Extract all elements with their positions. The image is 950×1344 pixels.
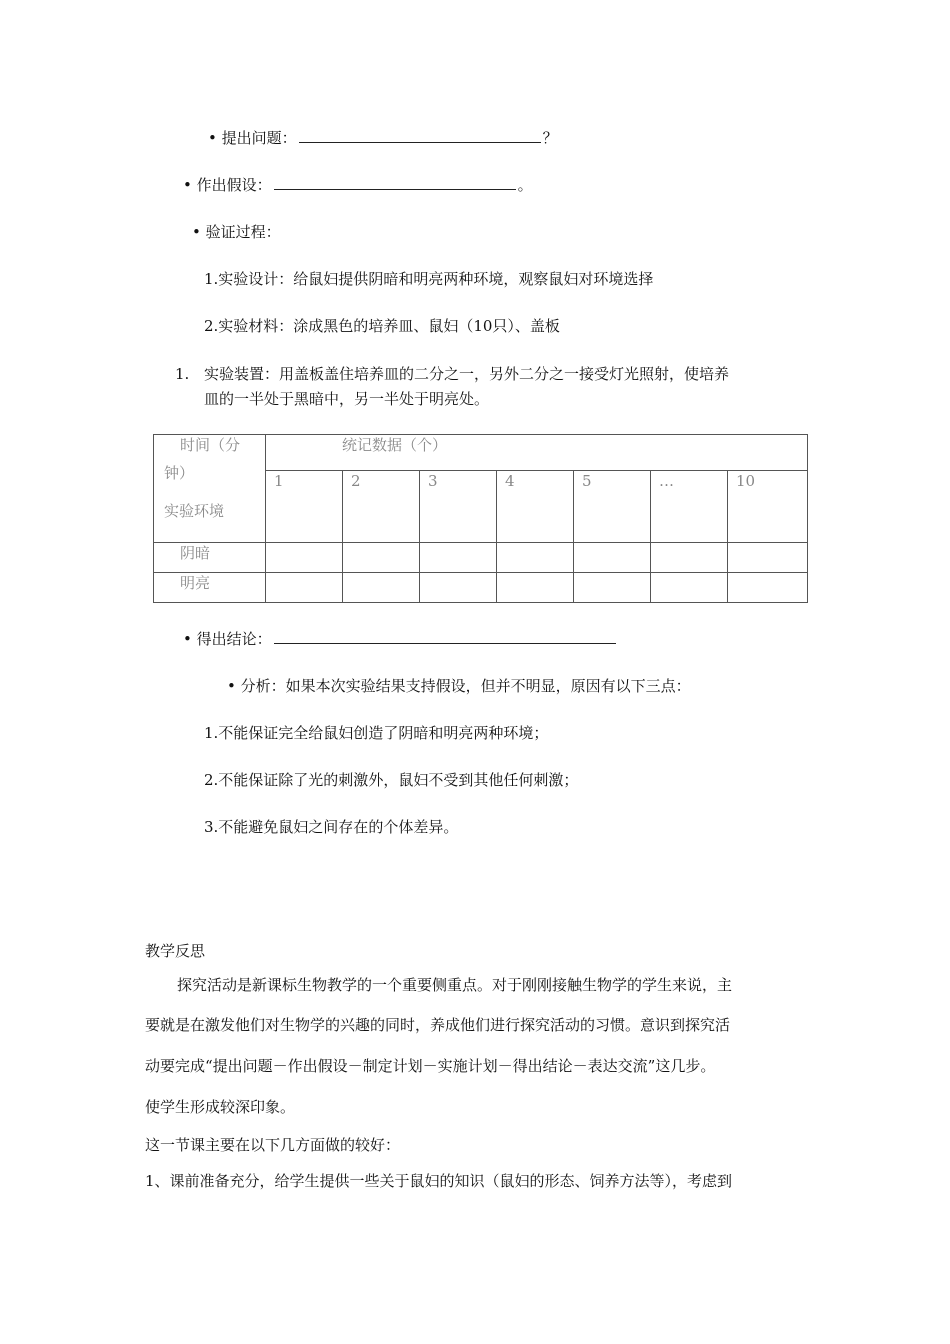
reflection-p1-line4: 使学生形成较深印象。 <box>145 1098 296 1116</box>
col-header: 2 <box>343 471 420 543</box>
apparatus-num: 1. <box>175 365 190 383</box>
col-header: 4 <box>497 471 574 543</box>
conclusion-blank[interactable] <box>274 629 616 644</box>
col-header: 3 <box>420 471 497 543</box>
reflection-p1-line2: 要就是在激发他们对生物学的兴趣的同时，养成他们进行探究活动的习惯。意识到探究活 <box>145 1016 731 1034</box>
col-header: 10 <box>728 471 808 543</box>
step-materials: 2.实验材料：涂成黑色的培养皿、鼠妇（10只）、盖板 <box>204 317 560 335</box>
step-design: 1.实验设计：给鼠妇提供阴暗和明亮两种环境，观察鼠妇对环境选择 <box>204 270 654 288</box>
conclusion-label: 得出结论： <box>196 630 272 648</box>
col-header: … <box>651 471 728 543</box>
bullet: • <box>183 630 192 648</box>
data-cell[interactable] <box>497 543 574 573</box>
ask-label: 提出问题： <box>221 129 297 147</box>
reflection-title: 教学反思 <box>145 942 206 960</box>
ask-blank[interactable] <box>299 128 541 143</box>
data-cell[interactable] <box>266 543 343 573</box>
reflection-p1-line3: 动要完成“提出问题－作出假设－制定计划－实施计划－得出结论－表达交流”这几步。 <box>145 1057 716 1075</box>
data-cell[interactable] <box>420 543 497 573</box>
bullet: • <box>192 223 201 241</box>
row-label-bright: 明亮 <box>154 573 266 603</box>
corner-time-line2: 钟） <box>164 464 195 482</box>
corner-env: 实验环境 <box>164 502 225 520</box>
reflection-p1-line1: 探究活动是新课标生物教学的一个重要侧重点。对于刚刚接触生物学的学生来说，主 <box>177 976 733 994</box>
hypothesis-line <box>183 175 533 195</box>
data-cell[interactable] <box>651 573 728 603</box>
analysis-intro-line <box>227 676 691 696</box>
process-line <box>192 222 281 242</box>
data-cell[interactable] <box>266 573 343 603</box>
table-header <box>266 435 808 471</box>
corner-cell <box>154 435 266 543</box>
data-cell[interactable] <box>728 573 808 603</box>
apparatus-line2: 皿的一半处于黑暗中，另一半处于明亮处。 <box>204 390 490 408</box>
analysis-point: 2.不能保证除了光的刺激外，鼠妇不受到其他任何刺激； <box>204 771 579 789</box>
bullet: • <box>227 677 236 695</box>
table-row <box>154 543 808 573</box>
bullet: • <box>183 176 192 194</box>
col-header: 1 <box>266 471 343 543</box>
data-cell[interactable] <box>574 543 651 573</box>
data-cell[interactable] <box>651 543 728 573</box>
table-row <box>154 573 808 603</box>
hypothesis-blank[interactable] <box>274 175 516 190</box>
row-label-dark: 阴暗 <box>154 543 266 573</box>
data-cell[interactable] <box>420 573 497 603</box>
data-cell[interactable] <box>728 543 808 573</box>
hypothesis-end: 。 <box>517 176 533 194</box>
data-table <box>153 434 808 603</box>
data-cell[interactable] <box>343 573 420 603</box>
reflection-p2: 这一节课主要在以下几方面做的较好： <box>145 1136 401 1154</box>
bullet: • <box>208 129 217 147</box>
data-cell[interactable] <box>574 573 651 603</box>
data-cell[interactable] <box>497 573 574 603</box>
analysis-point: 3.不能避免鼠妇之间存在的个体差异。 <box>204 818 459 836</box>
reflection-p3: 1、课前准备充分，给学生提供一些关于鼠妇的知识（鼠妇的形态、饲养方法等），考虑到 <box>145 1172 733 1190</box>
apparatus-line1: 实验装置：用盖板盖住培养皿的二分之一，另外二分之一接受灯光照射，使培养 <box>204 365 730 383</box>
analysis-intro: 分析：如果本次实验结果支持假设，但并不明显，原因有以下三点： <box>240 677 691 695</box>
ask-line <box>208 128 558 148</box>
conclusion-line <box>183 629 618 649</box>
data-cell[interactable] <box>343 543 420 573</box>
col-header: 5 <box>574 471 651 543</box>
analysis-point: 1.不能保证完全给鼠妇创造了阴暗和明亮两种环境； <box>204 724 549 742</box>
process-label: 验证过程： <box>205 223 281 241</box>
table-header-text: 统记数据（个） <box>342 436 448 454</box>
hypothesis-label: 作出假设： <box>196 176 272 194</box>
corner-time-line1: 时间（分 <box>180 436 241 454</box>
ask-end: ？ <box>542 129 558 147</box>
